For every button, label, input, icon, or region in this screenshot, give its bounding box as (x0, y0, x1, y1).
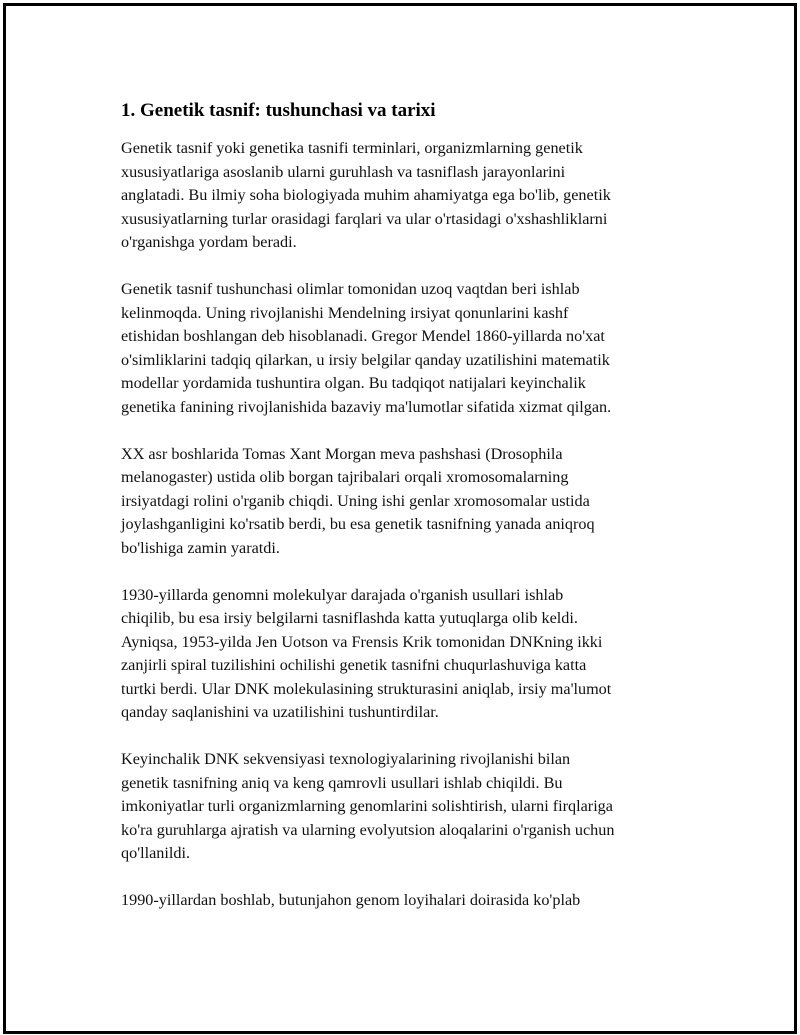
text-line: 1990-yillardan boshlab, butunjahon genom loyihalari doirasida ko'plab (121, 891, 581, 910)
paragraph-4 (121, 584, 691, 726)
paragraph-3 (121, 443, 691, 561)
text-line: qanday saqlanishini va uzatilishini tushuntirdilar. (121, 703, 439, 722)
text-line: anglatadi. Bu ilmiy soha biologiyada muhim ahamiyatga ega bo'lib, genetik (121, 186, 611, 205)
document-page (3, 3, 797, 1034)
text-line: Ayniqsa, 1953-yilda Jen Uotson va Frensis Krik tomonidan DNKning ikki (121, 632, 603, 651)
text-line: ko'ra guruhlarga ajratish va ularning evolyutsion aloqalarini o'rganish uchun (121, 820, 615, 839)
paragraph-1 (121, 137, 691, 255)
text-line: joylashganligini ko'rsatib berdi, bu esa genetik tasnifning yanada aniqroq (121, 515, 595, 534)
section-title: 1. Genetik tasnif: tushunchasi va tarixi (121, 100, 436, 121)
text-line: Genetik tasnif yoki genetika tasnifi terminlari, organizmlarning genetik (121, 139, 583, 157)
text-line: qo'llanildi. (121, 844, 191, 863)
text-line: xususiyatlarning turlar orasidagi farqlari va ular o'rtasidagi o'xshashliklarni (121, 209, 608, 228)
text-line: o'rganishga yordam beradi. (121, 233, 297, 252)
text-line: o'simliklarini tadqiq qilarkan, u irsiy belgilar qanday uzatilishini matematik (121, 350, 610, 369)
text-line: bo'lishiga zamin yaratdi. (121, 538, 280, 557)
text-line: zanjirli spiral tuzilishini ochilishi genetik tasnifni chuqurlashuviga katta (121, 656, 587, 675)
text-line: etishidan boshlangan deb hisoblanadi. Gregor Mendel 1860-yillarda no'xat (121, 327, 605, 346)
text-line: chiqilib, bu esa irsiy belgilarni tasniflashda katta yutuqlarga olib keldi. (121, 609, 578, 628)
text-line: Keyinchalik DNK sekvensiyasi texnologiyalarining rivojlanishi bilan (121, 750, 571, 769)
text-line: XX asr boshlarida Tomas Xant Morgan meva pashshasi (Drosophila (121, 444, 563, 463)
text-line: genetika fanining rivojlanishida bazaviy ma'lumotlar sifatida xizmat qilgan. (121, 397, 612, 416)
text-line: 1930-yillarda genomni molekulyar darajada o'rganish usullari ishlab (121, 585, 564, 604)
document-content (121, 99, 691, 936)
text-line: kelinmoqda. Uning rivojlanishi Mendelning irsiyat qonunlarini kashf (121, 303, 569, 322)
text-line: turtki berdi. Ular DNK molekulasining strukturasini aniqlab, irsiy ma'lumot (121, 679, 612, 698)
text-line: xususiyatlariga asoslanib ularni guruhlash va tasniflash jarayonlarini (121, 162, 566, 181)
paragraph-5 (121, 748, 691, 866)
text-line: irsiyatdagi rolini o'rganib chiqdi. Uning ishi genlar xromosomalar ustida (121, 491, 590, 510)
text-line: genetik tasnifning aniq va keng qamrovli usullari ishlab chiqildi. Bu (121, 773, 563, 792)
paragraph-2 (121, 278, 691, 420)
text-line: modellar yordamida tushuntira olgan. Bu tadqiqot natijalari keyinchalik (121, 374, 586, 393)
text-line: Genetik tasnif tushunchasi olimlar tomonidan uzoq vaqtdan beri ishlab (121, 279, 580, 298)
paragraph-6 (121, 889, 691, 913)
text-line: melanogaster) ustida olib borgan tajribalari orqali xromosomalarning (121, 468, 569, 487)
text-line: imkoniyatlar turli organizmlarning genomlarini solishtirish, ularni firqlariga (121, 797, 613, 816)
